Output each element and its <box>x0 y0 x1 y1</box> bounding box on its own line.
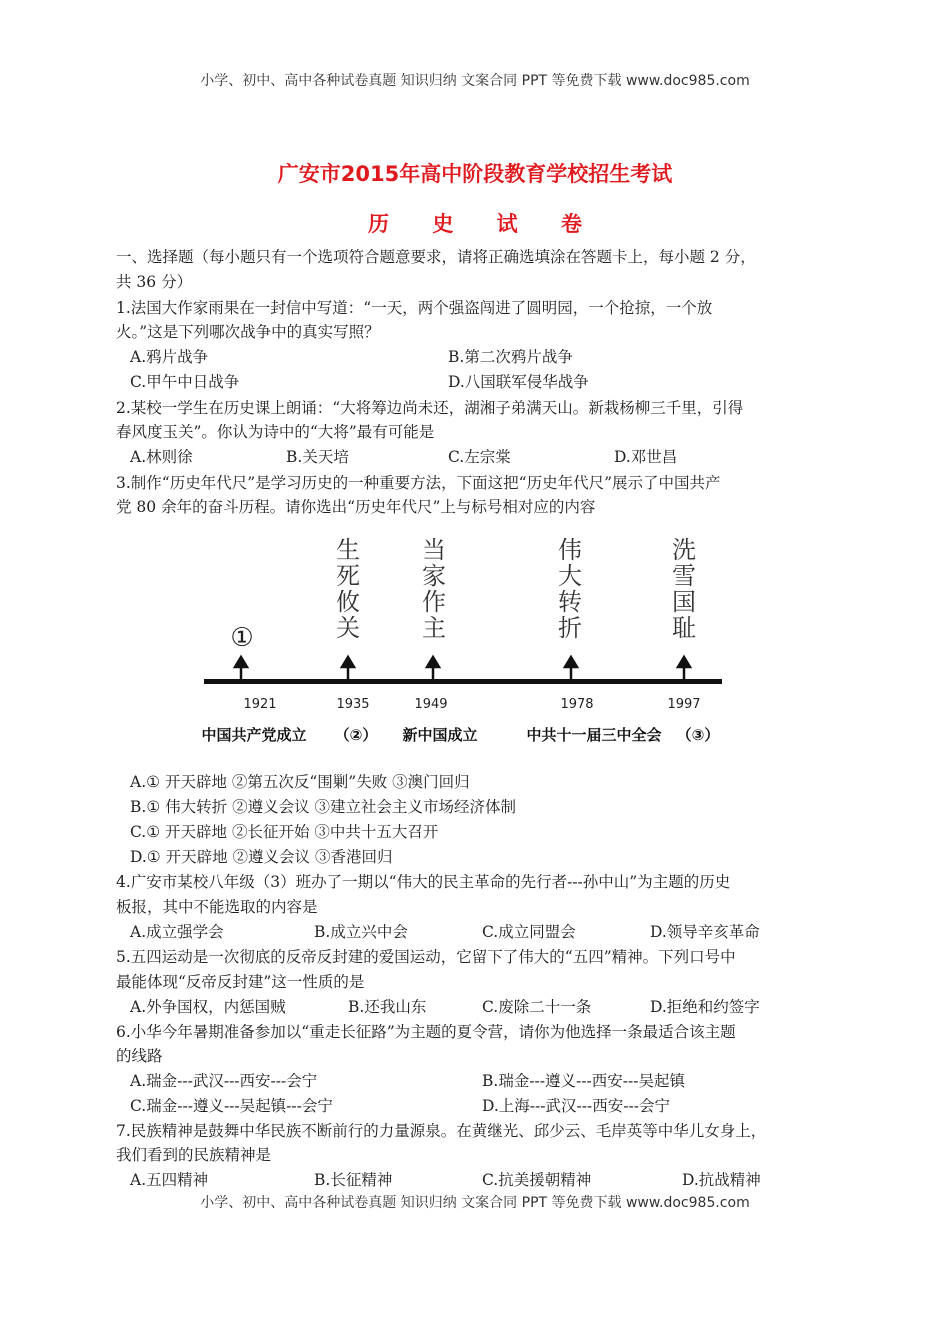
section-instructions-line1: 一、选择题（每小题只有一个选项符合题意要求，请将正确选填涂在答题卡上，每小题 2 分， <box>116 248 756 266</box>
q3-option-b: B.① 伟大转折 ②遵义会议 ③建立社会主义市场经济体制 <box>130 798 516 816</box>
q6-option-a: A.瑞金---武汉---西安---会宁 <box>130 1072 318 1090</box>
q1-option-c: C.甲午中日战争 <box>130 373 240 391</box>
q1-option-b: B.第二次鸦片战争 <box>448 348 573 366</box>
timeline-arrowhead-1921 <box>235 657 247 667</box>
q3-option-d: D.① 开天辟地 ②遵义会议 ③香港回归 <box>130 848 393 866</box>
q5-option-a: A.外争国权，内惩国贼 <box>130 998 286 1016</box>
timeline-event-5: （③） <box>676 726 720 744</box>
timeline-vertical-text-3 <box>422 536 446 642</box>
timeline-arrowhead-1935 <box>342 657 354 667</box>
timeline-year-1949: 1949 <box>414 697 448 712</box>
q7-stem-line1: 7.民族精神是鼓舞中华民族不断前行的力量源泉。在黄继光、邱少云、毛岸英等中华儿女身上， <box>116 1122 767 1140</box>
footer-banner: 小学、初中、高中各种试卷真题 知识归纳 文案合同 PPT 等免费下载 www.doc985.com <box>200 1195 750 1211</box>
q1-option-d: D.八国联军侵华战争 <box>448 373 589 391</box>
timeline-arrowhead-1997 <box>678 657 690 667</box>
q5-stem-line1: 5.五四运动是一次彻底的反帝反封建的爱国运动，它留下了伟大的“五四”精神。下列口号中 <box>116 948 736 966</box>
q5-option-d: D.拒绝和约签字 <box>650 998 760 1016</box>
timeline-event-1: 中国共产党成立 <box>201 726 307 744</box>
q4-option-b: B.成立兴中会 <box>314 923 408 941</box>
timeline-char: 转 <box>558 588 582 616</box>
timeline-year-1978: 1978 <box>560 697 594 712</box>
timeline-event-2: （②） <box>334 726 378 744</box>
q1-stem-line2: 火。”这是下列哪次战争中的真实写照？ <box>116 323 380 341</box>
timeline-event-3: 新中国成立 <box>402 726 478 744</box>
q6-option-d: D.上海---武汉---西安---会宁 <box>482 1097 670 1115</box>
timeline-label-3 <box>422 536 446 642</box>
timeline-vertical-text-5 <box>672 536 696 642</box>
timeline-event-4: 中共十一届三中全会 <box>526 726 662 744</box>
q7-option-c: C.抗美援朝精神 <box>482 1171 592 1189</box>
timeline-label-2 <box>336 536 360 642</box>
q3-stem-line1: 3.制作“历史年代尺”是学习历史的一种重要方法，下面这把“历史年代尺”展示了中国共产 <box>116 474 721 492</box>
q6-stem-line2: 的线路 <box>116 1047 163 1065</box>
q7-stem-line2: 我们看到的民族精神是 <box>116 1146 272 1164</box>
timeline-axis <box>204 679 722 684</box>
timeline-year-1921: 1921 <box>243 697 277 712</box>
timeline-label-4 <box>558 536 582 642</box>
q3-stem-line2: 党 80 余年的奋斗历程。请你选出“历史年代尺”上与标号相对应的内容 <box>116 498 596 516</box>
timeline-char: 攸 <box>336 588 360 616</box>
timeline-char: 死 <box>336 562 360 590</box>
q2-stem-line1: 2.某校一学生在历史课上朗诵：“大将筹边尚未还，湖湘子弟满天山。新栽杨柳三千里，引得 <box>116 399 744 417</box>
exam-title: 广安市2015年高中阶段教育学校招生考试 <box>277 162 673 186</box>
timeline-char: 国 <box>672 588 696 616</box>
q5-option-c: C.废除二十一条 <box>482 998 592 1016</box>
q3-option-a: A.① 开天辟地 ②第五次反“围剿”失败 ③澳门回归 <box>130 773 470 791</box>
q4-option-c: C.成立同盟会 <box>482 923 576 941</box>
timeline-char: 当 <box>422 536 446 564</box>
q2-option-b: B.关天培 <box>286 448 349 466</box>
q6-option-c: C.瑞金---遵义---吴起镇---会宁 <box>130 1097 333 1115</box>
q6-stem-line1: 6.小华今年暑期准备参加以“重走长征路”为主题的夏令营，请你为他选择一条最适合该主题 <box>116 1023 736 1041</box>
q4-stem-line1: 4.广安市某校八年级（3）班办了一期以“伟大的民主革命的先行者---孙中山”为主题的历史 <box>116 873 731 891</box>
q4-option-d: D.领导辛亥革命 <box>650 923 760 941</box>
timeline-vertical-text-2 <box>336 536 360 642</box>
header-banner: 小学、初中、高中各种试卷真题 知识归纳 文案合同 PPT 等免费下载 www.doc985.com <box>200 73 750 89</box>
timeline-year-1997: 1997 <box>667 697 701 712</box>
timeline-char: 家 <box>422 562 446 590</box>
timeline-char: 关 <box>336 614 360 642</box>
q4-stem-line2: 板报，其中不能选取的内容是 <box>116 898 318 916</box>
timeline-char: 耻 <box>672 614 696 642</box>
q2-option-c: C.左宗棠 <box>448 448 511 466</box>
q2-option-a: A.林则徐 <box>130 448 193 466</box>
timeline-char: 大 <box>558 562 582 590</box>
section-instructions-line2: 共 36 分） <box>116 273 193 291</box>
timeline-marker-1: ① <box>230 623 254 653</box>
timeline-char: 作 <box>422 588 446 616</box>
timeline-char: 折 <box>558 614 582 642</box>
q2-option-d: D.邓世昌 <box>614 448 678 466</box>
timeline-year-1935: 1935 <box>336 697 370 712</box>
timeline-arrowhead-1978 <box>565 657 577 667</box>
timeline-char: 雪 <box>672 562 696 590</box>
timeline-char: 主 <box>422 614 446 642</box>
timeline-vertical-text-4 <box>558 536 582 642</box>
timeline-arrowhead-1949 <box>427 657 439 667</box>
q3-option-c: C.① 开天辟地 ②长征开始 ③中共十五大召开 <box>130 823 439 841</box>
q6-option-b: B.瑞金---遵义---西安---吴起镇 <box>482 1072 685 1090</box>
timeline-char: 伟 <box>558 536 582 564</box>
q5-stem-line2: 最能体现“反帝反封建”这一性质的是 <box>116 973 365 991</box>
q7-option-a: A.五四精神 <box>130 1171 209 1189</box>
timeline-char: 生 <box>336 536 360 564</box>
timeline-label-5 <box>672 536 696 642</box>
history-timeline <box>0 528 950 758</box>
timeline-char: 洗 <box>672 536 696 564</box>
q7-option-d: D.抗战精神 <box>682 1171 761 1189</box>
q1-stem-line1: 1.法国大作家雨果在一封信中写道：“一天，两个强盗闯进了圆明园，一个抢掠，一个放 <box>116 299 713 317</box>
q7-option-b: B.长征精神 <box>314 1171 393 1189</box>
q1-option-a: A.鸦片战争 <box>130 348 209 366</box>
q5-option-b: B.还我山东 <box>348 998 427 1016</box>
q4-option-a: A.成立强学会 <box>130 923 224 941</box>
exam-subtitle: 历 史 试 卷 <box>368 212 600 236</box>
q2-stem-line2: 春风度玉关”。你认为诗中的“大将”最有可能是 <box>116 423 435 441</box>
